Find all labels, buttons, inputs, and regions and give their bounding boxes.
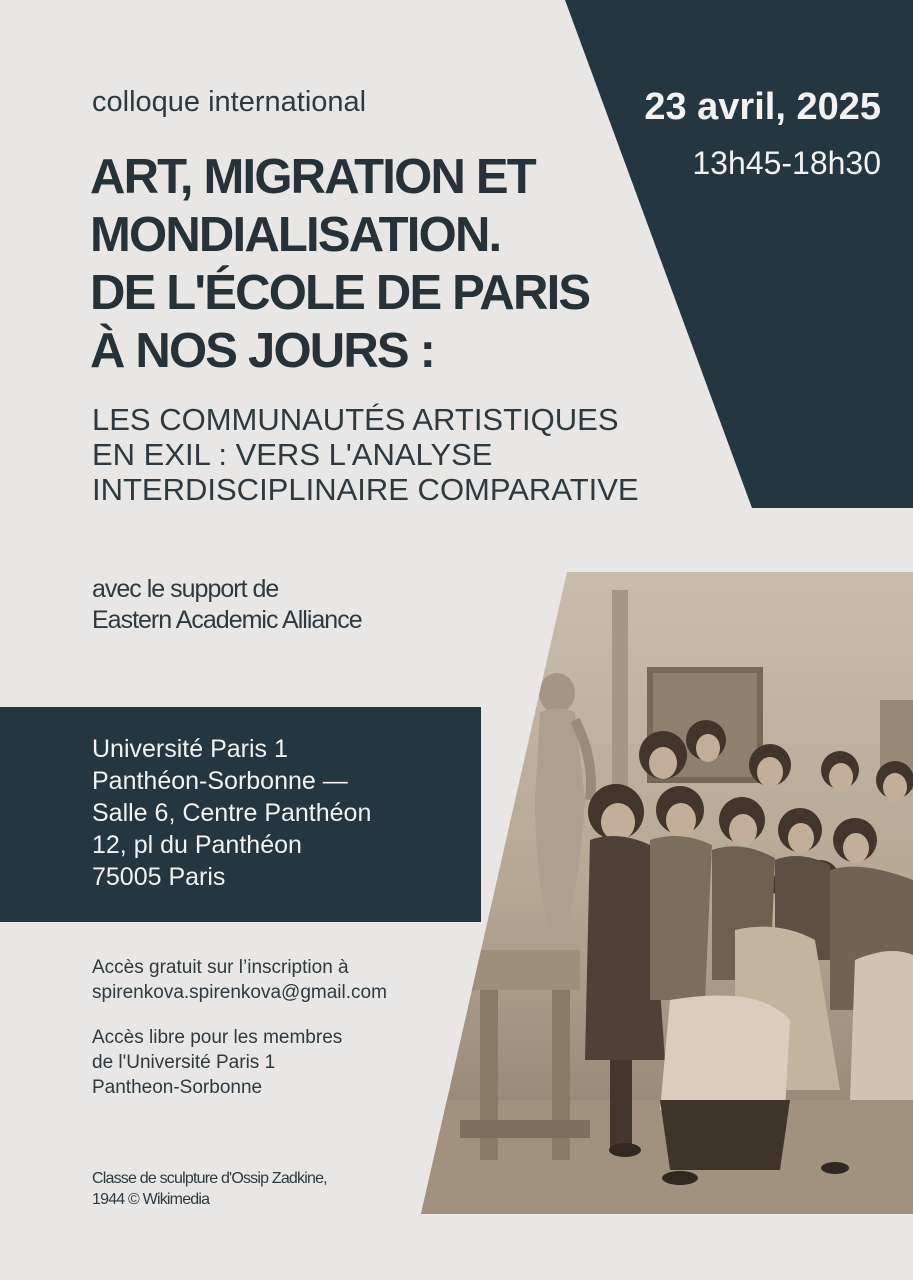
venue-line: Salle 6, Centre Panthéon bbox=[92, 799, 372, 827]
subtitle-line: LES COMMUNAUTÉS ARTISTIQUES bbox=[92, 402, 619, 437]
event-time: 13h45-18h30 bbox=[692, 145, 881, 181]
title-line: ART, MIGRATION ET bbox=[90, 150, 535, 204]
access-line: Accès libre pour les membres bbox=[92, 1027, 343, 1048]
venue-line: 75005 Paris bbox=[92, 863, 226, 891]
event-title bbox=[90, 148, 650, 380]
venue-line: 12, pl du Panthéon bbox=[92, 831, 302, 859]
venue-line: Université Paris 1 bbox=[92, 735, 288, 763]
venue-line: Panthéon-Sorbonne — bbox=[92, 767, 348, 795]
caption-line: 1944 © Wikimedia bbox=[92, 1191, 210, 1208]
support-block bbox=[92, 574, 362, 636]
access-line: de l'Université Paris 1 bbox=[92, 1052, 276, 1073]
title-line: DE L'ÉCOLE DE PARIS bbox=[90, 266, 590, 320]
support-organization: Eastern Academic Alliance bbox=[92, 606, 362, 634]
support-label: avec le support de bbox=[92, 575, 279, 603]
subtitle-line: INTERDISCIPLINAIRE COMPARATIVE bbox=[92, 472, 639, 507]
access-free-info bbox=[92, 955, 387, 1005]
title-line: MONDIALISATION. bbox=[90, 208, 501, 262]
subtitle-line: EN EXIL : VERS L'ANALYSE bbox=[92, 437, 493, 472]
caption-line: Classe de sculpture d'Ossip Zadkine, bbox=[92, 1170, 327, 1187]
access-line: Accès gratuit sur l’inscription à bbox=[92, 957, 349, 978]
venue-address bbox=[92, 733, 371, 893]
event-kicker: colloque international bbox=[92, 86, 367, 118]
access-line: Pantheon-Sorbonne bbox=[92, 1077, 263, 1098]
event-date: 23 avril, 2025 bbox=[644, 86, 881, 128]
photo-caption bbox=[92, 1168, 327, 1210]
event-subtitle bbox=[92, 402, 732, 507]
registration-email[interactable]: spirenkova.spirenkova@gmail.com bbox=[92, 982, 387, 1003]
title-line: À NOS JOURS : bbox=[90, 324, 435, 378]
access-members-info bbox=[92, 1025, 342, 1100]
